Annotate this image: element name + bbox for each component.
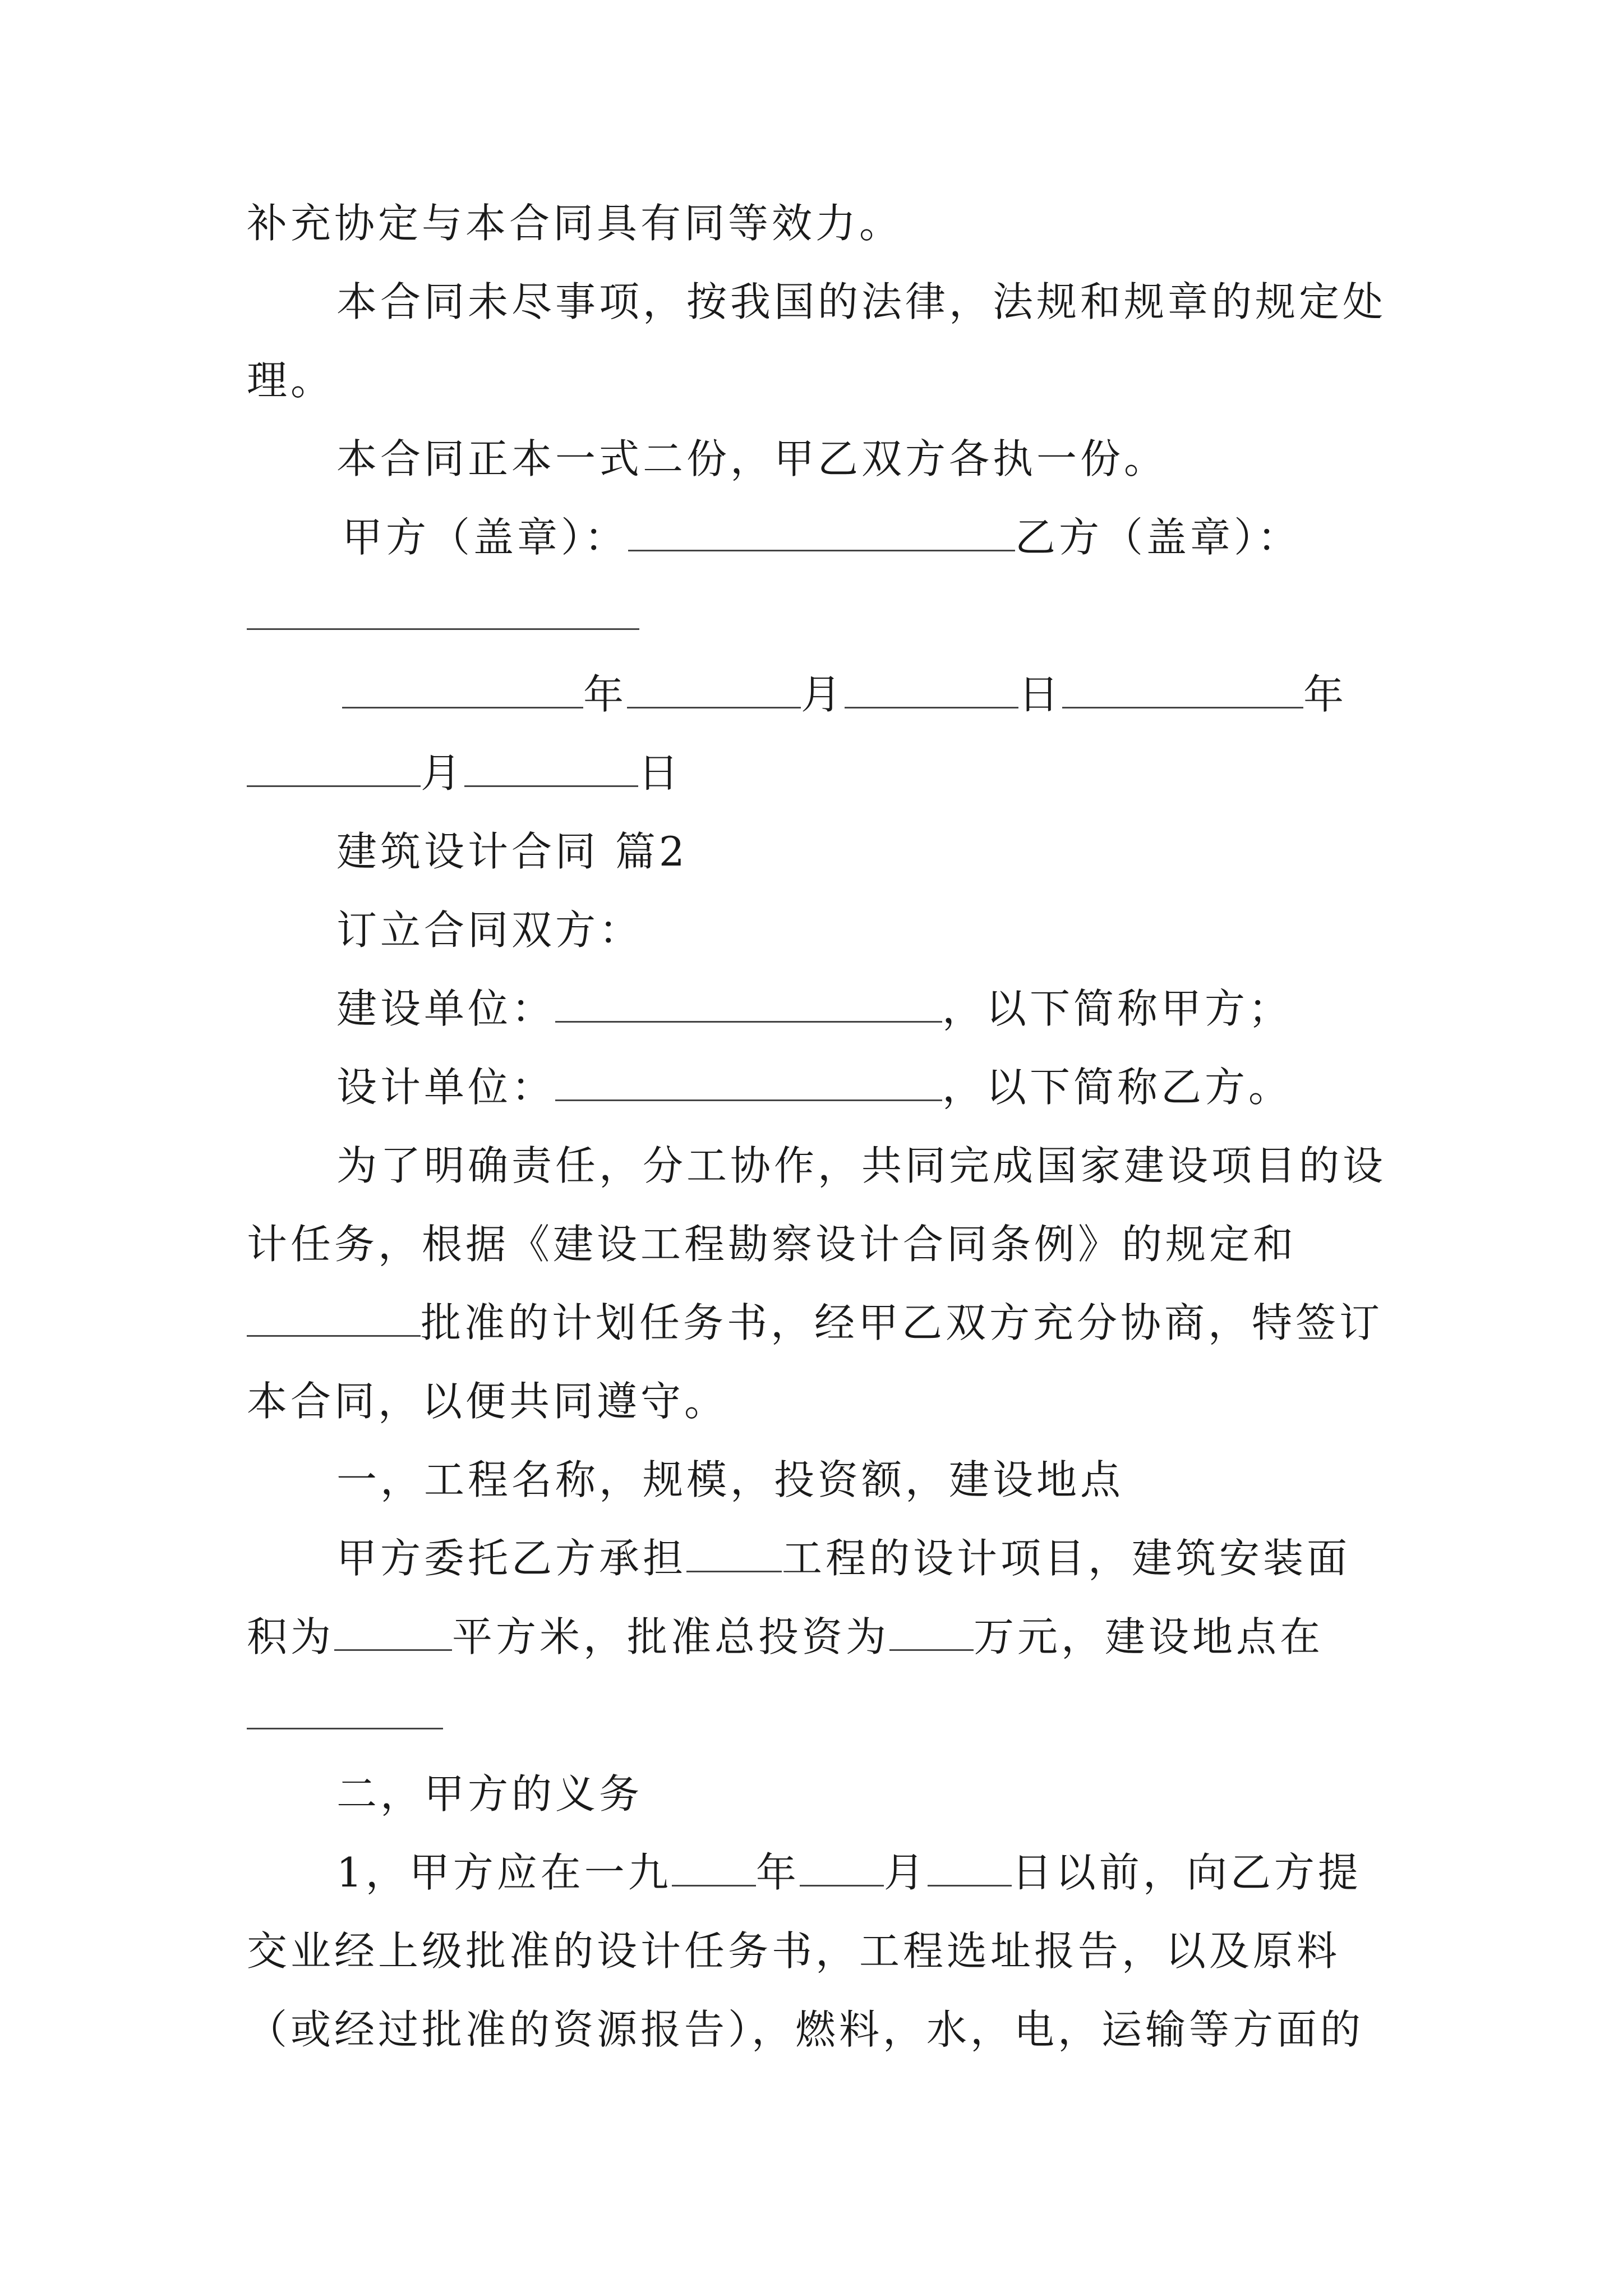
- blank-field: [889, 1609, 974, 1651]
- text: 本合同未尽事项，按我国的法律，法规和规章的规定处: [336, 278, 1387, 325]
- blank-field: [555, 1059, 942, 1101]
- text: 月: [421, 749, 465, 797]
- text-line: [336, 1138, 1386, 1194]
- blank-line: [247, 1687, 443, 1743]
- section-heading: [336, 823, 688, 880]
- text: 平方米，批准总投资为: [452, 1613, 890, 1660]
- text-line: [336, 902, 643, 958]
- text: 为了明确责任，分工协作，共同完成国家建设项目的设: [336, 1142, 1387, 1189]
- text: 建筑设计合同 篇2: [336, 828, 688, 875]
- text: 日: [638, 749, 683, 797]
- blank-field: [247, 745, 421, 787]
- text: 万元，建设地点在: [974, 1613, 1324, 1660]
- text-line: [247, 1216, 1297, 1272]
- party-b-seal-label: 乙方（盖章）：: [1015, 514, 1302, 561]
- text: 积为: [247, 1613, 335, 1660]
- text-line: [247, 2001, 1364, 2058]
- date-line: [247, 745, 682, 801]
- blank-field: [686, 1530, 782, 1572]
- blank-field: [247, 1295, 421, 1337]
- text-line: [336, 1530, 1350, 1586]
- text: 日: [1018, 671, 1063, 718]
- text-line: [336, 1452, 1124, 1508]
- blank-field: [845, 666, 1018, 708]
- text: 补充协定与本合同具有同等效力。: [247, 200, 903, 247]
- text: 交业经上级批准的设计任务书，工程选址报告，以及原料: [247, 1927, 1341, 1975]
- text-line: [247, 1295, 1383, 1351]
- section-heading: [336, 1766, 643, 1822]
- text: 建设单位：: [336, 985, 556, 1032]
- text: 计任务，根据《建设工程勘察设计合同条例》的规定和: [247, 1221, 1297, 1268]
- blank-field: [247, 1687, 443, 1729]
- text-line: [247, 1609, 1324, 1665]
- text-line: [247, 1923, 1340, 1979]
- blank-field: [555, 981, 942, 1023]
- text: 年: [1303, 671, 1348, 718]
- text: 理。: [247, 357, 335, 404]
- blank-field: [464, 745, 638, 787]
- text-line: [336, 1059, 1292, 1115]
- text: 设计单位：: [336, 1064, 556, 1111]
- blank-field: [800, 1844, 884, 1887]
- text-line: [247, 195, 903, 251]
- text-line: [336, 981, 1292, 1037]
- text-line: [336, 431, 1168, 487]
- blank-line: [247, 588, 639, 644]
- blank-field: [672, 1844, 756, 1887]
- text: （或经过批准的资源报告），燃料，水，电，运输等方面的: [247, 2006, 1364, 2053]
- signature-line: [342, 509, 1301, 565]
- text: 二，甲方的义务: [336, 1770, 643, 1818]
- text: 月: [801, 671, 845, 718]
- text: 月: [883, 1849, 928, 1896]
- text: 日以前，向乙方提: [1011, 1849, 1362, 1896]
- party-a-seal-label: 甲方（盖章）：: [342, 514, 629, 561]
- text: 甲方委托乙方承担: [336, 1535, 687, 1582]
- blank-field: [342, 666, 583, 708]
- date-line: [342, 666, 1347, 723]
- blank-field: [628, 509, 1015, 551]
- blank-field: [1062, 666, 1303, 708]
- text: 年: [755, 1849, 800, 1896]
- text: 年: [583, 671, 628, 718]
- text-line: [336, 274, 1386, 330]
- text: 一，工程名称，规模，投资额，建设地点: [336, 1456, 1124, 1503]
- blank-field: [334, 1609, 452, 1651]
- text: ，以下简称乙方。: [942, 1064, 1293, 1111]
- text-line: [336, 1844, 1362, 1901]
- text: 批准的计划任务书，经甲乙双方充分协商，特签订: [421, 1299, 1384, 1346]
- text: 本合同，以便共同遵守。: [247, 1378, 728, 1425]
- text: 订立合同双方：: [336, 907, 643, 954]
- blank-field: [247, 588, 639, 630]
- text-line: [247, 352, 334, 408]
- blank-field: [928, 1844, 1012, 1887]
- text: 1，甲方应在一九: [336, 1849, 672, 1896]
- text-line: [247, 1373, 728, 1429]
- text: ，以下简称甲方；: [942, 985, 1293, 1032]
- blank-field: [627, 666, 801, 708]
- text: 本合同正本一式二份，甲乙双方各执一份。: [336, 435, 1168, 482]
- text: 工程的设计项目，建筑安装面: [782, 1535, 1351, 1582]
